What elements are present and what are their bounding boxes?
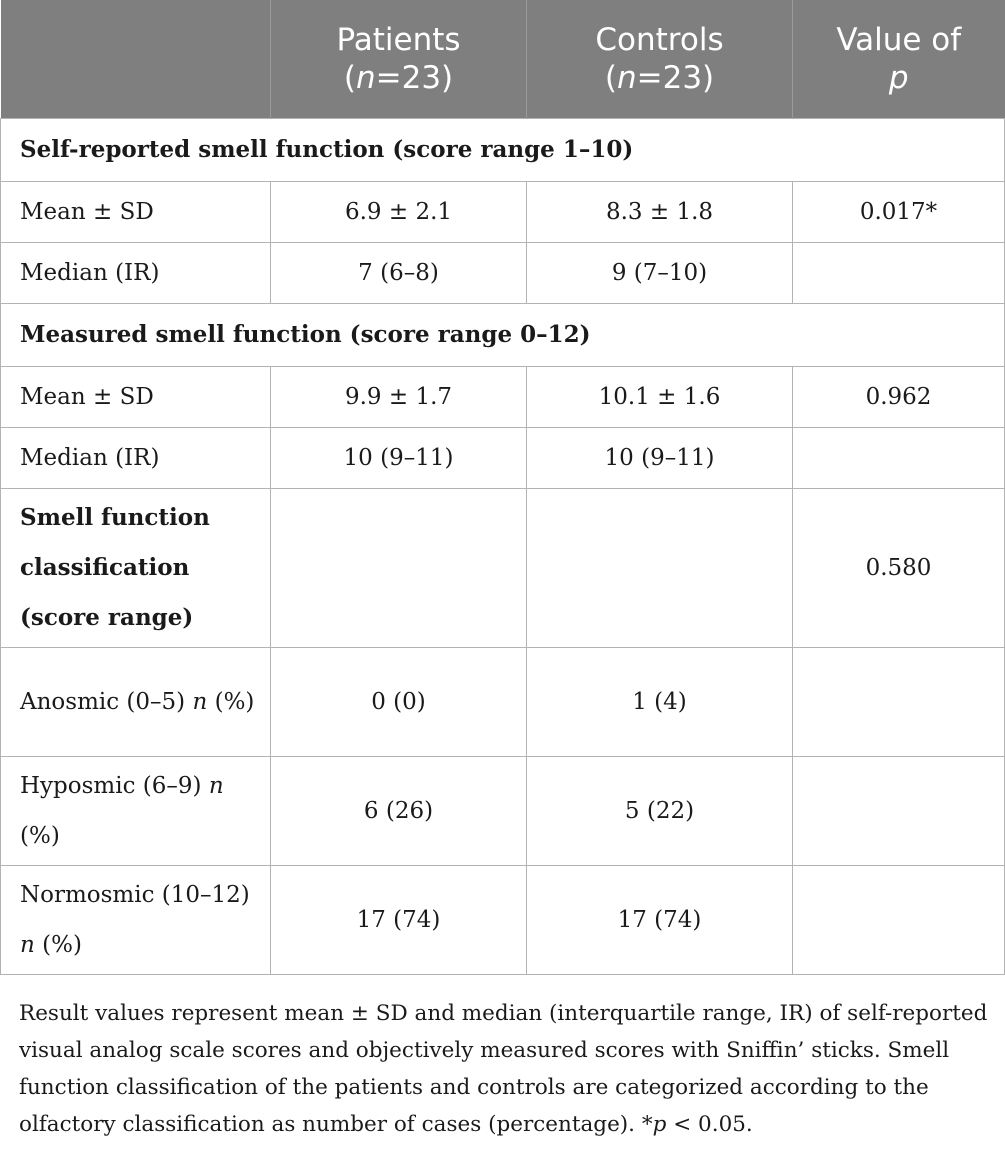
row-label-n: n — [208, 773, 224, 799]
row-label-suffix: (%) — [207, 689, 255, 715]
header-p-value — [793, 0, 1005, 119]
row-label: Mean ± SD — [1, 367, 271, 428]
patients-cell: 10 (9–11) — [271, 428, 527, 489]
section-title-measured: Measured smell function (score range 0–12) — [1, 304, 1005, 367]
table-row — [1, 243, 1005, 304]
row-label: Mean ± SD — [1, 182, 271, 243]
section-row-self-reported — [1, 119, 1005, 182]
row-label — [1, 648, 271, 757]
header-patients-n: n — [355, 60, 376, 96]
p-value-cell — [793, 866, 1005, 975]
table-footnote — [19, 995, 999, 1143]
header-controls-title: Controls — [595, 22, 724, 58]
row-label-suffix: (%) — [34, 932, 82, 958]
section-title-classification: Smell function classification (score range) — [1, 489, 271, 648]
header-row — [1, 0, 1005, 119]
controls-cell: 5 (22) — [527, 757, 793, 866]
row-label — [1, 757, 271, 866]
row-label: Median (IR) — [1, 243, 271, 304]
patients-cell: 9.9 ± 1.7 — [271, 367, 527, 428]
footnote-text: Result values represent mean ± SD and median (interquartile range, IR) of self-reported visual analog scale scores and objectively measured scores with Sniffin’ sticks. Smell function classification of the patients and controls are categorized according to the olfactory classification as number of cases (percentage). * — [19, 1001, 988, 1137]
header-patients-title: Patients — [336, 22, 461, 58]
header-p-symbol: p — [888, 60, 909, 96]
controls-cell: 10.1 ± 1.6 — [527, 367, 793, 428]
header-controls: Controls (n=23) — [527, 0, 793, 119]
patients-cell: 17 (74) — [271, 866, 527, 975]
row-label-suffix: (%) — [20, 823, 60, 849]
patients-cell: 6 (26) — [271, 757, 527, 866]
header-patients-count: =23) — [375, 60, 454, 96]
table-row — [1, 866, 1005, 975]
controls-cell: 9 (7–10) — [527, 243, 793, 304]
section-row-measured — [1, 304, 1005, 367]
controls-cell: 10 (9–11) — [527, 428, 793, 489]
p-value-cell — [793, 243, 1005, 304]
header-controls-count: =23) — [636, 60, 715, 96]
controls-cell: 1 (4) — [527, 648, 793, 757]
patients-cell: 7 (6–8) — [271, 243, 527, 304]
row-label-n: n — [192, 689, 208, 715]
row-label-n: n — [20, 932, 35, 958]
patients-cell: 6.9 ± 2.1 — [271, 182, 527, 243]
controls-cell — [527, 489, 793, 648]
header-controls-n: n — [616, 60, 637, 96]
table-row — [1, 648, 1005, 757]
table-row — [1, 182, 1005, 243]
header-empty — [1, 0, 271, 119]
p-value-cell: 0.580 — [793, 489, 1005, 648]
p-value-cell: 0.962 — [793, 367, 1005, 428]
p-value-cell — [793, 757, 1005, 866]
patients-cell: 0 (0) — [271, 648, 527, 757]
p-value-cell: 0.017* — [793, 182, 1005, 243]
p-value-cell — [793, 648, 1005, 757]
row-label-text: Normosmic (10–12) — [20, 882, 250, 908]
footnote-tail: < 0.05. — [666, 1112, 753, 1137]
footnote-p-symbol: p — [652, 1112, 667, 1137]
section-row-classification — [1, 489, 1005, 648]
controls-cell: 8.3 ± 1.8 — [527, 182, 793, 243]
table-row — [1, 757, 1005, 866]
controls-cell: 17 (74) — [527, 866, 793, 975]
row-label — [1, 866, 271, 975]
row-label-text: Anosmic (0–5) — [20, 689, 193, 715]
row-label-text: Hyposmic (6–9) — [20, 773, 209, 799]
header-p-title: Value of — [836, 22, 962, 58]
row-label: Median (IR) — [1, 428, 271, 489]
section-title-self-reported: Self-reported smell function (score range 1–10) — [1, 119, 1005, 182]
p-value-cell — [793, 428, 1005, 489]
table-row — [1, 367, 1005, 428]
header-patients: Patients (n=23) — [271, 0, 527, 119]
patients-cell — [271, 489, 527, 648]
table-row — [1, 428, 1005, 489]
